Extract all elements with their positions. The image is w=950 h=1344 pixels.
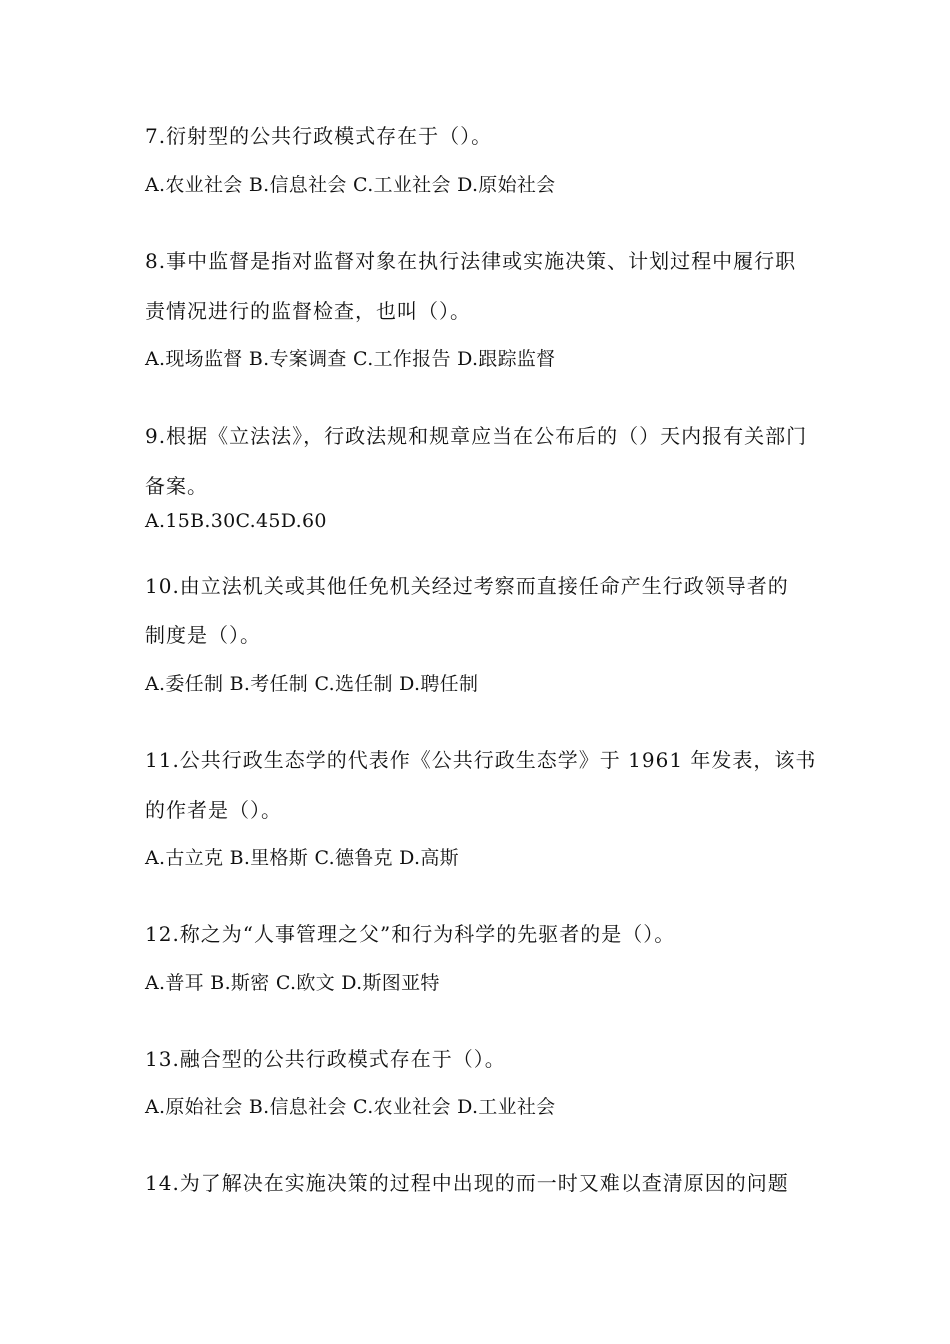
- question-9-stem-line-1: 9.根据《立法法》，行政法规和规章应当在公布后的（）天内报有关部门: [145, 424, 808, 448]
- question-9-options: A.15B.30C.45D.60: [145, 510, 327, 532]
- question-13-options: A.原始社会 B.信息社会 C.农业社会 D.工业社会: [145, 1096, 556, 1118]
- question-10-stem-line-2: 制度是（）。: [145, 623, 261, 647]
- question-12-options: A.普耳 B.斯密 C.欧文 D.斯图亚特: [145, 972, 440, 994]
- question-8-stem-line-2: 责情况进行的监督检查，也叫（）。: [145, 299, 471, 323]
- question-10-options: A.委任制 B.考任制 C.选任制 D.聘任制: [145, 673, 479, 695]
- question-13-stem-line-1: 13.融合型的公共行政模式存在于（）。: [145, 1047, 506, 1071]
- question-11-stem-line-1: 11.公共行政生态学的代表作《公共行政生态学》于 1961 年发表，该书: [145, 748, 817, 772]
- question-14-stem-line-1: 14.为了解决在实施决策的过程中出现的而一时又难以查清原因的问题: [145, 1171, 789, 1195]
- question-8-stem-line-1: 8.事中监督是指对监督对象在执行法律或实施决策、计划过程中履行职: [145, 249, 797, 273]
- question-11-options: A.古立克 B.里格斯 C.德鲁克 D.高斯: [145, 847, 459, 869]
- question-8-options: A.现场监督 B.专案调查 C.工作报告 D.跟踪监督: [145, 348, 556, 370]
- question-12-stem-line-1: 12.称之为“人事管理之父”和行为科学的先驱者的是（）。: [145, 922, 676, 946]
- question-7-stem-line-1: 7.衍射型的公共行政模式存在于（）。: [145, 124, 493, 148]
- question-9-stem-line-2: 备案。: [145, 474, 208, 498]
- question-10-stem-line-1: 10.由立法机关或其他任免机关经过考察而直接任命产生行政领导者的: [145, 574, 789, 598]
- question-7-options: A.农业社会 B.信息社会 C.工业社会 D.原始社会: [145, 174, 556, 196]
- question-11-stem-line-2: 的作者是（）。: [145, 798, 282, 822]
